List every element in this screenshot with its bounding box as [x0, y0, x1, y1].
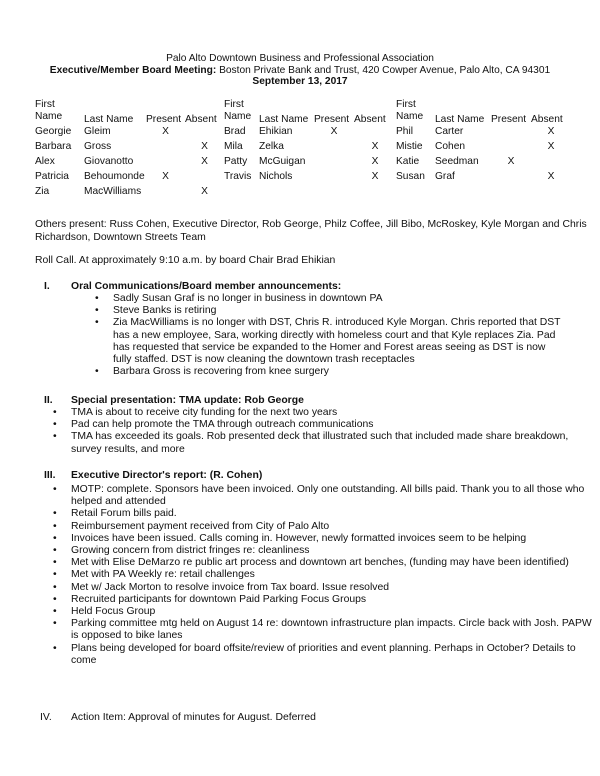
last-name-cell: Gleim [84, 126, 111, 137]
section-number: II. [44, 395, 53, 406]
bullet-item: • Retail Forum bills paid. [52, 508, 592, 520]
last-name-cell: Carter [435, 126, 464, 137]
col-last-name: Last Name [435, 114, 485, 125]
attendance-header-row [35, 99, 571, 126]
present-mark [491, 186, 531, 201]
first-name-cell: Katie [396, 156, 420, 167]
bullet-item: • Held Focus Group [52, 606, 592, 618]
absent-mark [354, 186, 396, 201]
absent-mark: X [201, 186, 208, 197]
col-first-name: First Name [396, 99, 424, 122]
absent-mark: X [547, 141, 555, 152]
last-name-cell: Nichols [259, 171, 293, 182]
col-absent: Absent [531, 114, 563, 125]
first-name-cell: Brad [224, 126, 246, 137]
first-name-cell: Georgie [35, 126, 72, 137]
present-mark: X [162, 126, 169, 137]
absent-mark: X [371, 156, 379, 167]
section-4-item [40, 712, 316, 723]
section-title: Special presentation: TMA update: Rob George [71, 395, 304, 406]
col-absent: Absent [354, 114, 386, 125]
col-absent: Absent [185, 114, 217, 125]
first-name-cell: Mistie [396, 141, 423, 152]
col-present: Present [314, 114, 350, 125]
first-name-cell: Barbara [35, 141, 72, 152]
others-present: Others present: Russ Cohen, Executive Director, Rob George, Philz Coffee, Jill Bibo, McRoskey, Kyle Morgan and Chris Richardson, Downtown Streets Team [35, 219, 587, 243]
absent-mark: X [201, 141, 208, 152]
section-number: IV. [40, 712, 52, 723]
last-name-cell: Cohen [435, 141, 466, 152]
present-mark [146, 186, 185, 201]
last-name-cell [259, 186, 314, 201]
bullet-item: • Invoices have been issued. Calls coming in. However, newly formatted invoices seem to be helping [52, 533, 592, 545]
bullet-item: • Plans being developed for board offsite/review of priorities and event planning. Perhaps in October? Details to come [52, 643, 592, 667]
first-name-cell: Patricia [35, 171, 69, 182]
section-title: Executive Director's report: (R. Cohen) [71, 470, 263, 481]
bullet-item: • Met w/ Jack Morton to resolve invoice from Tax board. Issue resolved [52, 582, 592, 594]
attendance-row [35, 141, 571, 156]
present-mark: X [330, 126, 338, 137]
bullet-item: • Met with PA Weekly re: retail challenges [52, 569, 592, 581]
section-title: Action Item: Approval of minutes for August. Deferred [71, 712, 316, 723]
last-name-cell: Seedman [435, 156, 479, 167]
present-mark [314, 171, 354, 186]
col-present: Present [146, 114, 182, 125]
col-last-name: Last Name [259, 114, 309, 125]
attendance-row [35, 171, 571, 186]
last-name-cell: MacWilliams [84, 186, 142, 197]
absent-mark: X [371, 171, 379, 182]
last-name-cell: Ehikian [259, 126, 293, 137]
attendance-table [35, 99, 571, 201]
present-mark [314, 186, 354, 201]
present-mark [146, 141, 185, 156]
attendance-row [35, 126, 571, 141]
section-number: III. [44, 470, 56, 481]
bullet-item: • Barbara Gross is recovering from knee surgery [94, 366, 564, 378]
col-first-name: First Name [224, 99, 252, 122]
absent-mark [354, 126, 396, 141]
bullet-item: • Sadly Susan Graf is no longer in business in downtown PA [94, 293, 564, 305]
last-name-cell: Giovanotto [84, 156, 134, 167]
present-mark [491, 141, 531, 156]
col-first-name: First Name [35, 99, 63, 122]
attendance-row [35, 156, 571, 171]
absent-mark: X [201, 156, 208, 167]
first-name-cell: Alex [35, 156, 55, 167]
last-name-cell: Graf [435, 171, 455, 182]
section-number: I. [44, 281, 50, 292]
present-mark: X [162, 171, 169, 182]
bullet-item: • Zia MacWilliams is no longer with DST, Chris R. introduced Kyle Morgan. Chris reported that DST has a new employee, Sara, working directly with homeless court and that Kyle replaces Zia. Pad has requested that service be expanded to the Homer and Forest areas seeing as DST is now fully staffed. DST is now cleaning the downtown trash receptacles [94, 317, 564, 366]
present-mark [491, 171, 531, 186]
absent-mark: X [371, 141, 379, 152]
present-mark [314, 156, 354, 171]
col-present: Present [491, 114, 527, 125]
section-1-list [94, 293, 564, 378]
bullet-item: • TMA has exceeded its goals. Rob presented deck that illustrated such that included made share breakdown, survey results, and more [52, 431, 596, 455]
first-name-cell [396, 186, 435, 201]
roll-call: Roll Call. At approximately 9:10 a.m. by board Chair Brad Ehikian [35, 255, 336, 266]
bullet-item: • Parking committee mtg held on August 14 re: downtown infrastructure plan impacts. Circle back with Josh. PAPW is opposed to bike lanes [52, 618, 592, 642]
present-mark [491, 126, 531, 141]
bullet-item: • Pad can help promote the TMA through outreach communications [52, 419, 596, 431]
first-name-cell: Patty [224, 156, 248, 167]
section-2-list [52, 407, 596, 456]
absent-mark [531, 186, 571, 201]
last-name-cell: Behoumonde [84, 171, 145, 182]
meeting-label: Executive/Member Board Meeting: [49, 65, 217, 76]
first-name-cell: Travis [224, 171, 252, 182]
absent-mark [185, 126, 224, 141]
first-name-cell [224, 186, 259, 201]
absent-mark [531, 156, 571, 171]
bullet-item: • Reimbursement payment received from City of Palo Alto [52, 521, 592, 533]
absent-mark [185, 171, 224, 186]
bullet-item: • MOTP: complete. Sponsors have been invoiced. Only one outstanding. All bills paid. Thank you to all those who helped and attended [52, 484, 592, 508]
absent-mark: X [547, 126, 555, 137]
bullet-item: • TMA is about to receive city funding for the next two years [52, 407, 596, 419]
first-name-cell: Mila [224, 141, 243, 152]
bullet-item: • Steve Banks is retiring [94, 305, 564, 317]
last-name-cell: McGuigan [259, 156, 306, 167]
bullet-item: • Met with Elise DeMarzo re public art process and downtown art benches, (funding may have been identified) [52, 557, 592, 569]
last-name-cell: Gross [84, 141, 112, 152]
present-mark [146, 156, 185, 171]
first-name-cell: Phil [396, 126, 413, 137]
present-mark: X [507, 156, 515, 167]
attendance-row [35, 186, 571, 201]
section-3-list [52, 484, 592, 667]
first-name-cell: Zia [35, 186, 50, 197]
org-name: Palo Alto Downtown Business and Professional Association [166, 53, 434, 64]
last-name-cell: Zelka [259, 141, 284, 152]
bullet-item: • Recruited participants for downtown Paid Parking Focus Groups [52, 594, 592, 606]
section-title: Oral Communications/Board member announcements: [71, 281, 342, 292]
bullet-item: • Growing concern from district fringes re: cleanliness [52, 545, 592, 557]
last-name-cell [435, 186, 491, 201]
meeting-location: Boston Private Bank and Trust, 420 Cowper Avenue, Palo Alto, CA 94301 [216, 65, 551, 76]
first-name-cell: Susan [396, 171, 425, 182]
col-last-name: Last Name [84, 114, 134, 125]
absent-mark: X [547, 171, 555, 182]
meeting-date: September 13, 2017 [252, 76, 348, 87]
present-mark [314, 141, 354, 156]
